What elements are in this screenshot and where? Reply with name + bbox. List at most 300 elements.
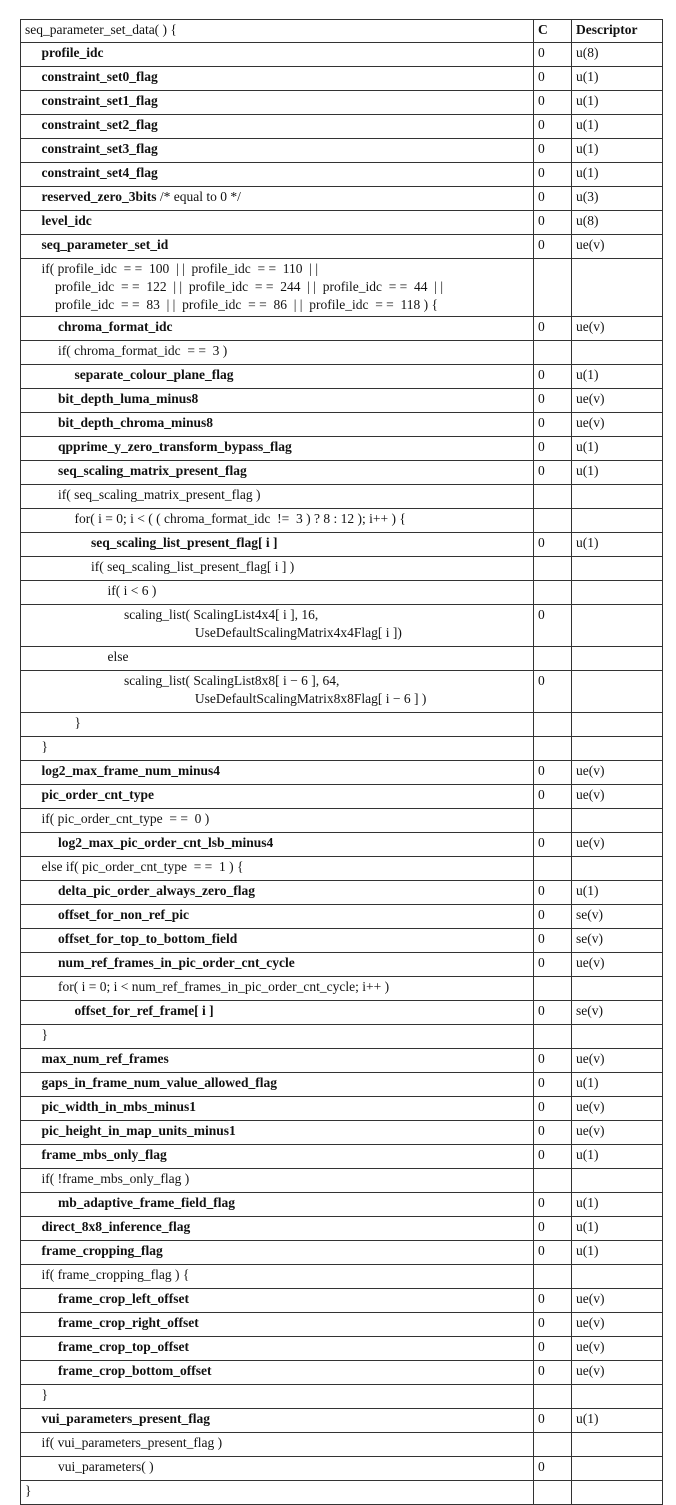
category-cell: 0 — [534, 1361, 572, 1385]
table-row — [21, 1409, 663, 1433]
category-cell — [534, 485, 572, 509]
syntax-cell — [21, 1361, 534, 1385]
syntax-cell — [21, 1001, 534, 1025]
syntax-cell — [21, 1121, 534, 1145]
syntax-line: offset_for_non_ref_pic — [58, 907, 189, 922]
syntax-cell — [21, 833, 534, 857]
descriptor-cell — [572, 1265, 663, 1289]
table-row — [21, 1433, 663, 1457]
category-cell — [534, 1433, 572, 1457]
descriptor-cell: ue(v) — [572, 1049, 663, 1073]
descriptor-cell: ue(v) — [572, 1337, 663, 1361]
category-cell — [534, 809, 572, 833]
category-cell: 0 — [534, 317, 572, 341]
syntax-line: if( chroma_format_idc = = 3 ) — [58, 343, 228, 358]
table-row — [21, 1097, 663, 1121]
syntax-cell — [21, 187, 534, 211]
syntax-line: bit_depth_luma_minus8 — [58, 391, 199, 406]
table-row — [21, 1385, 663, 1409]
category-cell — [534, 1481, 572, 1505]
descriptor-cell: u(8) — [572, 211, 663, 235]
table-row — [21, 235, 663, 259]
syntax-cell — [21, 1457, 534, 1481]
syntax-line: offset_for_top_to_bottom_field — [58, 931, 238, 946]
table-row — [21, 485, 663, 509]
descriptor-cell: ue(v) — [572, 953, 663, 977]
syntax-line: } — [41, 1387, 48, 1402]
category-cell: 0 — [534, 91, 572, 115]
table-row — [21, 581, 663, 605]
syntax-line: if( profile_idc = = 100 | | profile_idc = = 110 | | — [41, 261, 319, 276]
syntax-cell — [21, 761, 534, 785]
syntax-cell — [21, 389, 534, 413]
syntax-cell — [21, 341, 534, 365]
syntax-cell — [21, 605, 534, 647]
descriptor-cell: u(1) — [572, 1073, 663, 1097]
syntax-line: frame_cropping_flag — [41, 1243, 163, 1258]
syntax-cell — [21, 857, 534, 881]
syntax-cell — [21, 413, 534, 437]
syntax-cell — [21, 1409, 534, 1433]
table-row — [21, 833, 663, 857]
table-row — [21, 1001, 663, 1025]
category-cell: 0 — [534, 115, 572, 139]
category-cell: 0 — [534, 1337, 572, 1361]
header-c: C — [534, 20, 572, 43]
syntax-line: } — [25, 1483, 32, 1498]
syntax-cell — [21, 647, 534, 671]
descriptor-cell: u(1) — [572, 67, 663, 91]
table-row — [21, 317, 663, 341]
category-cell: 0 — [534, 605, 572, 647]
syntax-line: constraint_set2_flag — [41, 117, 158, 132]
table-row — [21, 881, 663, 905]
syntax-cell — [21, 953, 534, 977]
category-cell — [534, 557, 572, 581]
syntax-line: level_idc — [41, 213, 92, 228]
descriptor-cell — [572, 581, 663, 605]
syntax-line: profile_idc — [41, 45, 104, 60]
syntax-line: vui_parameters_present_flag — [41, 1411, 210, 1426]
table-row — [21, 647, 663, 671]
syntax-cell — [21, 1025, 534, 1049]
descriptor-cell: u(1) — [572, 1217, 663, 1241]
category-cell: 0 — [534, 67, 572, 91]
syntax-table — [20, 19, 663, 1505]
table-row — [21, 533, 663, 557]
table-row — [21, 163, 663, 187]
category-cell: 0 — [534, 785, 572, 809]
syntax-line: constraint_set3_flag — [41, 141, 158, 156]
category-cell: 0 — [534, 163, 572, 187]
syntax-line: scaling_list( ScalingList8x8[ i − 6 ], 64, — [124, 673, 340, 688]
category-cell — [534, 737, 572, 761]
syntax-cell — [21, 1313, 534, 1337]
descriptor-cell: u(3) — [572, 187, 663, 211]
syntax-cell — [21, 1049, 534, 1073]
descriptor-cell — [572, 1025, 663, 1049]
descriptor-cell: u(1) — [572, 1193, 663, 1217]
category-cell: 0 — [534, 1313, 572, 1337]
syntax-line: log2_max_frame_num_minus4 — [41, 763, 220, 778]
category-cell: 0 — [534, 905, 572, 929]
descriptor-cell: u(1) — [572, 437, 663, 461]
syntax-element: reserved_zero_3bits — [41, 189, 157, 204]
category-cell: 0 — [534, 365, 572, 389]
table-row — [21, 461, 663, 485]
category-cell: 0 — [534, 1049, 572, 1073]
table-row — [21, 1121, 663, 1145]
table-row — [21, 809, 663, 833]
category-cell — [534, 1385, 572, 1409]
category-cell: 0 — [534, 1193, 572, 1217]
syntax-line: constraint_set1_flag — [41, 93, 158, 108]
syntax-cell — [21, 1433, 534, 1457]
syntax-cell — [21, 437, 534, 461]
table-row — [21, 1073, 663, 1097]
descriptor-cell: u(1) — [572, 115, 663, 139]
descriptor-cell — [572, 1481, 663, 1505]
syntax-cell — [21, 1241, 534, 1265]
syntax-cell — [21, 259, 534, 317]
table-row — [21, 737, 663, 761]
syntax-cell — [21, 977, 534, 1001]
table-row — [21, 67, 663, 91]
syntax-cell — [21, 557, 534, 581]
syntax-cell — [21, 509, 534, 533]
descriptor-cell — [572, 341, 663, 365]
descriptor-cell: u(1) — [572, 533, 663, 557]
syntax-line: if( seq_scaling_matrix_present_flag ) — [58, 487, 261, 502]
header-syntax: seq_parameter_set_data( ) { — [21, 20, 534, 43]
syntax-cell — [21, 737, 534, 761]
category-cell: 0 — [534, 1121, 572, 1145]
category-cell: 0 — [534, 881, 572, 905]
descriptor-cell — [572, 259, 663, 317]
syntax-line: pic_height_in_map_units_minus1 — [41, 1123, 236, 1138]
table-row — [21, 1313, 663, 1337]
category-cell: 0 — [534, 187, 572, 211]
syntax-line: frame_crop_bottom_offset — [58, 1363, 212, 1378]
descriptor-cell — [572, 977, 663, 1001]
syntax-line — [42, 188, 530, 206]
syntax-line: for( i = 0; i < ( ( chroma_format_idc != 3 ) ? 8 : 12 ); i++ ) { — [74, 511, 406, 526]
syntax-line: if( frame_cropping_flag ) { — [41, 1267, 190, 1282]
syntax-cell — [21, 581, 534, 605]
syntax-cell — [21, 1217, 534, 1241]
category-cell: 0 — [534, 953, 572, 977]
syntax-line: if( i < 6 ) — [107, 583, 157, 598]
descriptor-cell: se(v) — [572, 929, 663, 953]
category-cell — [534, 1265, 572, 1289]
descriptor-cell — [572, 737, 663, 761]
table-row — [21, 1241, 663, 1265]
table-row — [21, 857, 663, 881]
syntax-cell — [21, 67, 534, 91]
category-cell: 0 — [534, 833, 572, 857]
syntax-cell — [21, 533, 534, 557]
syntax-line: for( i = 0; i < num_ref_frames_in_pic_order_cnt_cycle; i++ ) — [58, 979, 390, 994]
syntax-line: mb_adaptive_frame_field_flag — [58, 1195, 235, 1210]
table-row — [21, 91, 663, 115]
category-cell: 0 — [534, 389, 572, 413]
syntax-cell — [21, 1193, 534, 1217]
syntax-cell — [21, 461, 534, 485]
table-row — [21, 1289, 663, 1313]
table-row — [21, 713, 663, 737]
syntax-line: vui_parameters( ) — [58, 1459, 154, 1474]
table-row — [21, 1481, 663, 1505]
syntax-cell — [21, 163, 534, 187]
category-cell: 0 — [534, 761, 572, 785]
table-row — [21, 115, 663, 139]
syntax-line: delta_pic_order_always_zero_flag — [58, 883, 255, 898]
syntax-cell — [21, 485, 534, 509]
syntax-cell — [21, 671, 534, 713]
descriptor-cell — [572, 809, 663, 833]
table-row — [21, 509, 663, 533]
descriptor-cell: u(1) — [572, 1145, 663, 1169]
category-cell: 0 — [534, 1001, 572, 1025]
syntax-line: frame_mbs_only_flag — [41, 1147, 167, 1162]
syntax-line: constraint_set4_flag — [41, 165, 158, 180]
category-cell — [534, 977, 572, 1001]
syntax-cell — [21, 881, 534, 905]
syntax-line: } — [41, 739, 48, 754]
syntax-line: profile_idc = = 122 | | profile_idc = = 244 | | profile_idc = = 44 | | — [41, 279, 444, 294]
syntax-line: if( pic_order_cnt_type = = 0 ) — [41, 811, 210, 826]
syntax-line: if( seq_scaling_list_present_flag[ i ] ) — [91, 559, 295, 574]
syntax-line: else if( pic_order_cnt_type = = 1 ) { — [41, 859, 244, 874]
category-cell: 0 — [534, 1409, 572, 1433]
descriptor-cell: ue(v) — [572, 1361, 663, 1385]
syntax-line: seq_scaling_list_present_flag[ i ] — [91, 535, 278, 550]
syntax-line: frame_crop_right_offset — [58, 1315, 199, 1330]
syntax-line: UseDefaultScalingMatrix4x4Flag[ i ]) — [124, 625, 402, 640]
table-row — [21, 341, 663, 365]
table-row — [21, 211, 663, 235]
table-row — [21, 1193, 663, 1217]
syntax-cell — [21, 1073, 534, 1097]
syntax-line: frame_crop_top_offset — [58, 1339, 189, 1354]
category-cell: 0 — [534, 413, 572, 437]
syntax-line: else — [107, 649, 129, 664]
descriptor-cell — [572, 857, 663, 881]
syntax-line: if( vui_parameters_present_flag ) — [41, 1435, 223, 1450]
syntax-cell — [21, 365, 534, 389]
syntax-line: pic_width_in_mbs_minus1 — [41, 1099, 197, 1114]
descriptor-cell — [572, 713, 663, 737]
table-row — [21, 389, 663, 413]
syntax-cell — [21, 91, 534, 115]
category-cell: 0 — [534, 43, 572, 67]
syntax-cell — [21, 785, 534, 809]
descriptor-cell — [572, 605, 663, 647]
category-cell — [534, 581, 572, 605]
descriptor-cell — [572, 557, 663, 581]
syntax-line: log2_max_pic_order_cnt_lsb_minus4 — [58, 835, 274, 850]
syntax-line: pic_order_cnt_type — [41, 787, 154, 802]
syntax-line: } — [74, 715, 81, 730]
category-cell: 0 — [534, 1217, 572, 1241]
syntax-line: seq_scaling_matrix_present_flag — [58, 463, 247, 478]
syntax-line: } — [41, 1027, 48, 1042]
descriptor-cell: se(v) — [572, 905, 663, 929]
table-row — [21, 1265, 663, 1289]
category-cell: 0 — [534, 1457, 572, 1481]
table-row — [21, 1217, 663, 1241]
header-row — [21, 20, 663, 43]
descriptor-cell: u(8) — [572, 43, 663, 67]
category-cell: 0 — [534, 1289, 572, 1313]
syntax-cell — [21, 235, 534, 259]
table-row — [21, 977, 663, 1001]
descriptor-cell: ue(v) — [572, 389, 663, 413]
syntax-cell — [21, 1145, 534, 1169]
category-cell — [534, 259, 572, 317]
descriptor-cell: ue(v) — [572, 1097, 663, 1121]
syntax-cell — [21, 1385, 534, 1409]
descriptor-cell: u(1) — [572, 139, 663, 163]
table-row — [21, 1025, 663, 1049]
syntax-line: frame_crop_left_offset — [58, 1291, 189, 1306]
syntax-line: constraint_set0_flag — [41, 69, 158, 84]
descriptor-cell: u(1) — [572, 1241, 663, 1265]
category-cell — [534, 857, 572, 881]
descriptor-cell — [572, 1457, 663, 1481]
descriptor-cell — [572, 1385, 663, 1409]
category-cell: 0 — [534, 1241, 572, 1265]
syntax-line: seq_parameter_set_id — [41, 237, 169, 252]
table-row — [21, 929, 663, 953]
table-row — [21, 905, 663, 929]
descriptor-cell: ue(v) — [572, 413, 663, 437]
header-descriptor: Descriptor — [572, 20, 663, 43]
category-cell: 0 — [534, 139, 572, 163]
table-row — [21, 761, 663, 785]
category-cell: 0 — [534, 671, 572, 713]
syntax-line: bit_depth_chroma_minus8 — [58, 415, 214, 430]
syntax-line: num_ref_frames_in_pic_order_cnt_cycle — [58, 955, 295, 970]
syntax-comment: /* equal to 0 */ — [156, 189, 241, 204]
table-row — [21, 365, 663, 389]
table-row — [21, 43, 663, 67]
syntax-line: max_num_ref_frames — [41, 1051, 169, 1066]
table-row — [21, 259, 663, 317]
descriptor-cell: u(1) — [572, 1409, 663, 1433]
descriptor-cell: ue(v) — [572, 833, 663, 857]
table-row — [21, 1049, 663, 1073]
table-row — [21, 557, 663, 581]
descriptor-cell: u(1) — [572, 881, 663, 905]
syntax-line: chroma_format_idc — [58, 319, 173, 334]
syntax-line: qpprime_y_zero_transform_bypass_flag — [58, 439, 292, 454]
syntax-cell — [21, 317, 534, 341]
category-cell: 0 — [534, 1097, 572, 1121]
category-cell: 0 — [534, 1145, 572, 1169]
syntax-line: offset_for_ref_frame[ i ] — [74, 1003, 214, 1018]
category-cell: 0 — [534, 1073, 572, 1097]
table-row — [21, 437, 663, 461]
category-cell — [534, 647, 572, 671]
category-cell — [534, 1169, 572, 1193]
descriptor-cell — [572, 647, 663, 671]
descriptor-cell: u(1) — [572, 365, 663, 389]
syntax-cell — [21, 929, 534, 953]
descriptor-cell: ue(v) — [572, 317, 663, 341]
category-cell — [534, 1025, 572, 1049]
syntax-line: gaps_in_frame_num_value_allowed_flag — [41, 1075, 278, 1090]
syntax-line: direct_8x8_inference_flag — [41, 1219, 191, 1234]
syntax-cell — [21, 1289, 534, 1313]
category-cell — [534, 509, 572, 533]
syntax-line: separate_colour_plane_flag — [74, 367, 234, 382]
descriptor-cell: ue(v) — [572, 235, 663, 259]
table-body — [21, 43, 663, 1505]
syntax-line: UseDefaultScalingMatrix8x8Flag[ i − 6 ] ) — [124, 691, 427, 706]
table-row — [21, 1457, 663, 1481]
table-row — [21, 953, 663, 977]
syntax-cell — [21, 115, 534, 139]
descriptor-cell — [572, 671, 663, 713]
table-row — [21, 413, 663, 437]
syntax-cell — [21, 1481, 534, 1505]
category-cell: 0 — [534, 437, 572, 461]
descriptor-cell: u(1) — [572, 163, 663, 187]
syntax-line: profile_idc = = 83 | | profile_idc = = 86 | | profile_idc = = 118 ) { — [41, 297, 439, 312]
category-cell: 0 — [534, 533, 572, 557]
category-cell — [534, 341, 572, 365]
syntax-cell — [21, 1097, 534, 1121]
table-row — [21, 1361, 663, 1385]
syntax-line: scaling_list( ScalingList4x4[ i ], 16, — [124, 607, 319, 622]
syntax-line: if( !frame_mbs_only_flag ) — [41, 1171, 190, 1186]
descriptor-cell: u(1) — [572, 461, 663, 485]
table-row — [21, 671, 663, 713]
syntax-cell — [21, 211, 534, 235]
table-row — [21, 1337, 663, 1361]
descriptor-cell: ue(v) — [572, 1313, 663, 1337]
descriptor-cell: ue(v) — [572, 1121, 663, 1145]
table-row — [21, 605, 663, 647]
descriptor-cell — [572, 485, 663, 509]
table-row — [21, 785, 663, 809]
category-cell: 0 — [534, 929, 572, 953]
syntax-cell — [21, 713, 534, 737]
descriptor-cell — [572, 1169, 663, 1193]
syntax-cell — [21, 809, 534, 833]
syntax-cell — [21, 139, 534, 163]
category-cell: 0 — [534, 235, 572, 259]
table-row — [21, 1145, 663, 1169]
table-row — [21, 187, 663, 211]
syntax-cell — [21, 905, 534, 929]
table-row — [21, 1169, 663, 1193]
descriptor-cell: ue(v) — [572, 761, 663, 785]
descriptor-cell: ue(v) — [572, 1289, 663, 1313]
category-cell: 0 — [534, 461, 572, 485]
syntax-cell — [21, 43, 534, 67]
table-row — [21, 139, 663, 163]
category-cell — [534, 713, 572, 737]
descriptor-cell: ue(v) — [572, 785, 663, 809]
syntax-cell — [21, 1337, 534, 1361]
descriptor-cell: u(1) — [572, 91, 663, 115]
syntax-cell — [21, 1169, 534, 1193]
syntax-cell — [21, 1265, 534, 1289]
descriptor-cell — [572, 1433, 663, 1457]
category-cell: 0 — [534, 211, 572, 235]
